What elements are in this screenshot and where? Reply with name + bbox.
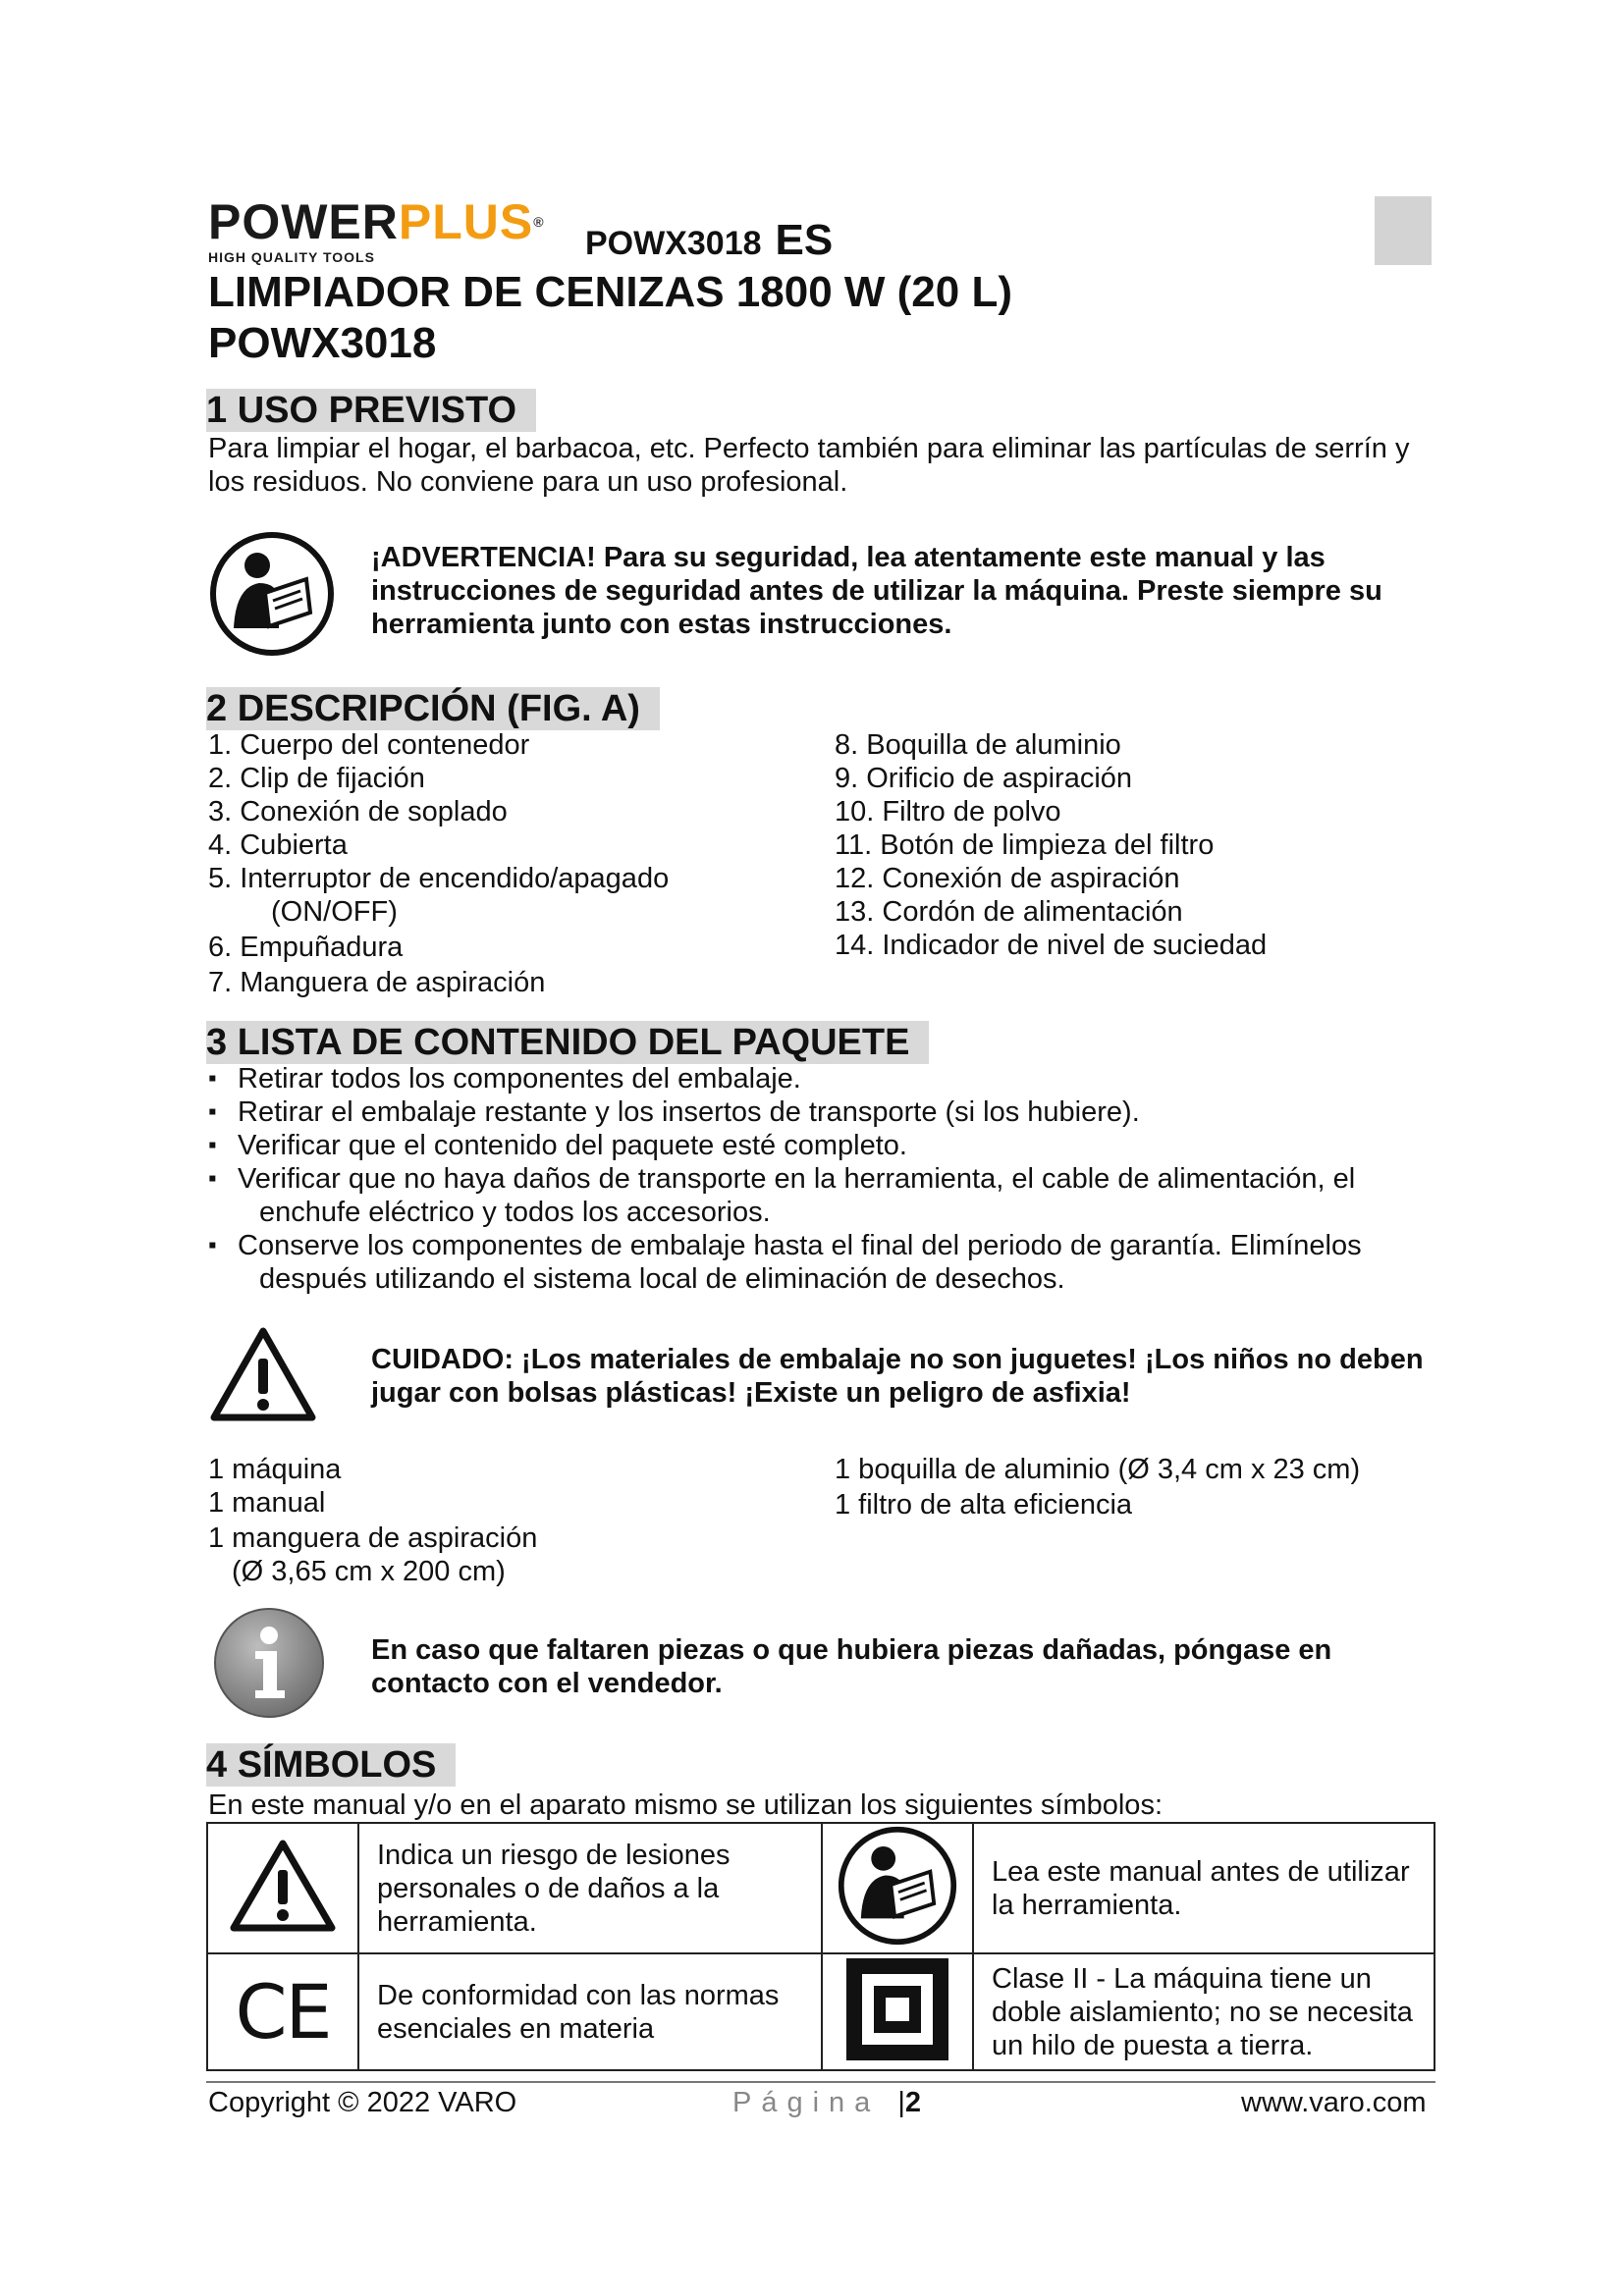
page-label: Página bbox=[732, 2087, 881, 2118]
brand-main: POWER bbox=[208, 194, 399, 249]
list-item: 1 manguera de aspiración bbox=[208, 1522, 538, 1554]
section-heading-descripcion: 2 DESCRIPCIÓN (FIG. A) bbox=[206, 687, 660, 730]
list-item: 1. Cuerpo del contenedor bbox=[208, 729, 530, 761]
footer-website[interactable]: www.varo.com bbox=[1241, 2087, 1427, 2118]
page-separator: | bbox=[897, 2087, 905, 2118]
info-icon bbox=[212, 1606, 326, 1720]
class-ii-double-insulation-icon bbox=[842, 1954, 952, 2069]
list-item: ▪ Retirar todos los componentes del embalaje. bbox=[208, 1062, 1435, 1095]
warning-text: ¡ADVERTENCIA! Para su seguridad, lea atentamente este manual y las instrucciones de seguridad antes de utilizar la máquina. Preste siempre su herramienta junto con estas instrucciones. bbox=[371, 542, 1382, 640]
description-list-left bbox=[208, 728, 817, 999]
list-item: 1 boquilla de aluminio (Ø 3,4 cm x 23 cm) bbox=[835, 1454, 1361, 1485]
list-item: ▪ Retirar el embalaje restante y los insertos de transporte (si los hubiere). bbox=[208, 1095, 1435, 1129]
list-item: 4. Cubierta bbox=[208, 829, 348, 861]
list-item: 7. Manguera de aspiración bbox=[208, 967, 546, 998]
list-item: 6. Empuñadura bbox=[208, 932, 404, 963]
page-title bbox=[208, 267, 1012, 369]
footer-page bbox=[732, 2087, 921, 2119]
list-item: ▪ Verificar que el contenido del paquete esté completo. bbox=[208, 1129, 1435, 1162]
list-item: 1 filtro de alta eficiencia bbox=[835, 1489, 1133, 1521]
list-item: ▪ Conserve los componentes de embalaje hasta el final del periodo de garantía. Elimínelos después utilizando el sistema local de eliminación de desechos. bbox=[208, 1229, 1435, 1296]
brand-reg: ® bbox=[533, 214, 545, 230]
list-item: (ON/OFF) bbox=[271, 896, 398, 928]
footer-divider bbox=[206, 2081, 1435, 2083]
table-row bbox=[207, 1823, 1435, 1953]
table-row bbox=[207, 1953, 1435, 2070]
footer-copyright: Copyright © 2022 VARO bbox=[208, 2087, 517, 2118]
info-text: En caso que faltaren piezas o que hubiera piezas dañadas, póngase en contacto con el vendedor. bbox=[371, 1634, 1332, 1699]
read-manual-icon bbox=[208, 530, 336, 658]
model-code: POWX3018 bbox=[585, 225, 762, 262]
table-cell bbox=[822, 1953, 973, 2070]
table-cell: Clase II - La máquina tiene un doble aislamiento; no se necesita un hilo de puesta a tierra. bbox=[973, 1953, 1435, 2070]
ce-mark-icon: CE bbox=[235, 1968, 331, 2056]
list-item: 2. Clip de fijación bbox=[208, 763, 425, 794]
caution-text: CUIDADO: ¡Los materiales de embalaje no son juguetes! ¡Los niños no deben jugar con bolsas plásticas! ¡Existe un peligro de asfixia! bbox=[371, 1344, 1424, 1409]
list-item: 3. Conexión de soplado bbox=[208, 796, 508, 828]
unpacking-steps bbox=[208, 1062, 1435, 1296]
intended-use-text: Para limpiar el hogar, el barbacoa, etc. Perfecto también para eliminar las partículas de serrín y los residuos. No conviene para un uso profesional. bbox=[208, 433, 1410, 498]
list-item: 10. Filtro de polvo bbox=[835, 796, 1061, 828]
list-item: 5. Interruptor de encendido/apagado bbox=[208, 863, 670, 894]
table-cell: Lea este manual antes de utilizar la herramienta. bbox=[973, 1823, 1435, 1953]
language-tab-marker bbox=[1375, 196, 1432, 265]
brand-accent: PLUS bbox=[398, 194, 534, 249]
table-cell: De conformidad con las normas esenciales en materia bbox=[358, 1953, 822, 2070]
description-list-right bbox=[835, 728, 1443, 962]
model-heading bbox=[585, 216, 833, 265]
table-cell bbox=[207, 1823, 358, 1953]
package-contents-right bbox=[835, 1453, 1443, 1522]
title-line-1: LIMPIADOR DE CENIZAS 1800 W (20 L) bbox=[208, 268, 1013, 316]
table-cell bbox=[822, 1823, 973, 1953]
section-heading-contenido: 3 LISTA DE CONTENIDO DEL PAQUETE bbox=[206, 1021, 929, 1064]
brand-logo bbox=[208, 196, 562, 267]
warning-triangle-icon bbox=[228, 1921, 338, 1938]
symbols-table bbox=[206, 1822, 1435, 2071]
table-cell bbox=[207, 1953, 358, 2070]
brand-tagline: HIGH QUALITY TOOLS bbox=[208, 249, 375, 265]
symbols-intro: En este manual y/o en el aparato mismo se utilizan los siguientes símbolos: bbox=[208, 1789, 1163, 1821]
warning-triangle-icon bbox=[208, 1325, 318, 1423]
package-contents-left bbox=[208, 1453, 797, 1588]
title-line-2: POWX3018 bbox=[208, 319, 437, 367]
list-item: 9. Orificio de aspiración bbox=[835, 763, 1133, 794]
list-item: 11. Botón de limpieza del filtro bbox=[835, 829, 1215, 861]
list-item: 8. Boquilla de aluminio bbox=[835, 729, 1121, 761]
page-number: 2 bbox=[904, 2087, 922, 2118]
list-item: (Ø 3,65 cm x 200 cm) bbox=[232, 1556, 506, 1587]
list-item: 13. Cordón de alimentación bbox=[835, 896, 1183, 928]
list-item: 1 máquina bbox=[208, 1454, 342, 1485]
language-code: ES bbox=[775, 216, 834, 264]
list-item: 12. Conexión de aspiración bbox=[835, 863, 1180, 894]
section-heading-simbolos: 4 SÍMBOLOS bbox=[206, 1743, 456, 1787]
list-item: ▪ Verificar que no haya daños de transporte en la herramienta, el cable de alimentación, el enchufe eléctrico y todos los accesorios. bbox=[208, 1162, 1435, 1229]
read-manual-icon bbox=[837, 1934, 958, 1950]
section-heading-uso-previsto: 1 USO PREVISTO bbox=[206, 389, 536, 432]
table-cell: Indica un riesgo de lesiones personales o de daños a la herramienta. bbox=[358, 1823, 822, 1953]
list-item: 1 manual bbox=[208, 1487, 326, 1519]
list-item: 14. Indicador de nivel de suciedad bbox=[835, 930, 1268, 961]
